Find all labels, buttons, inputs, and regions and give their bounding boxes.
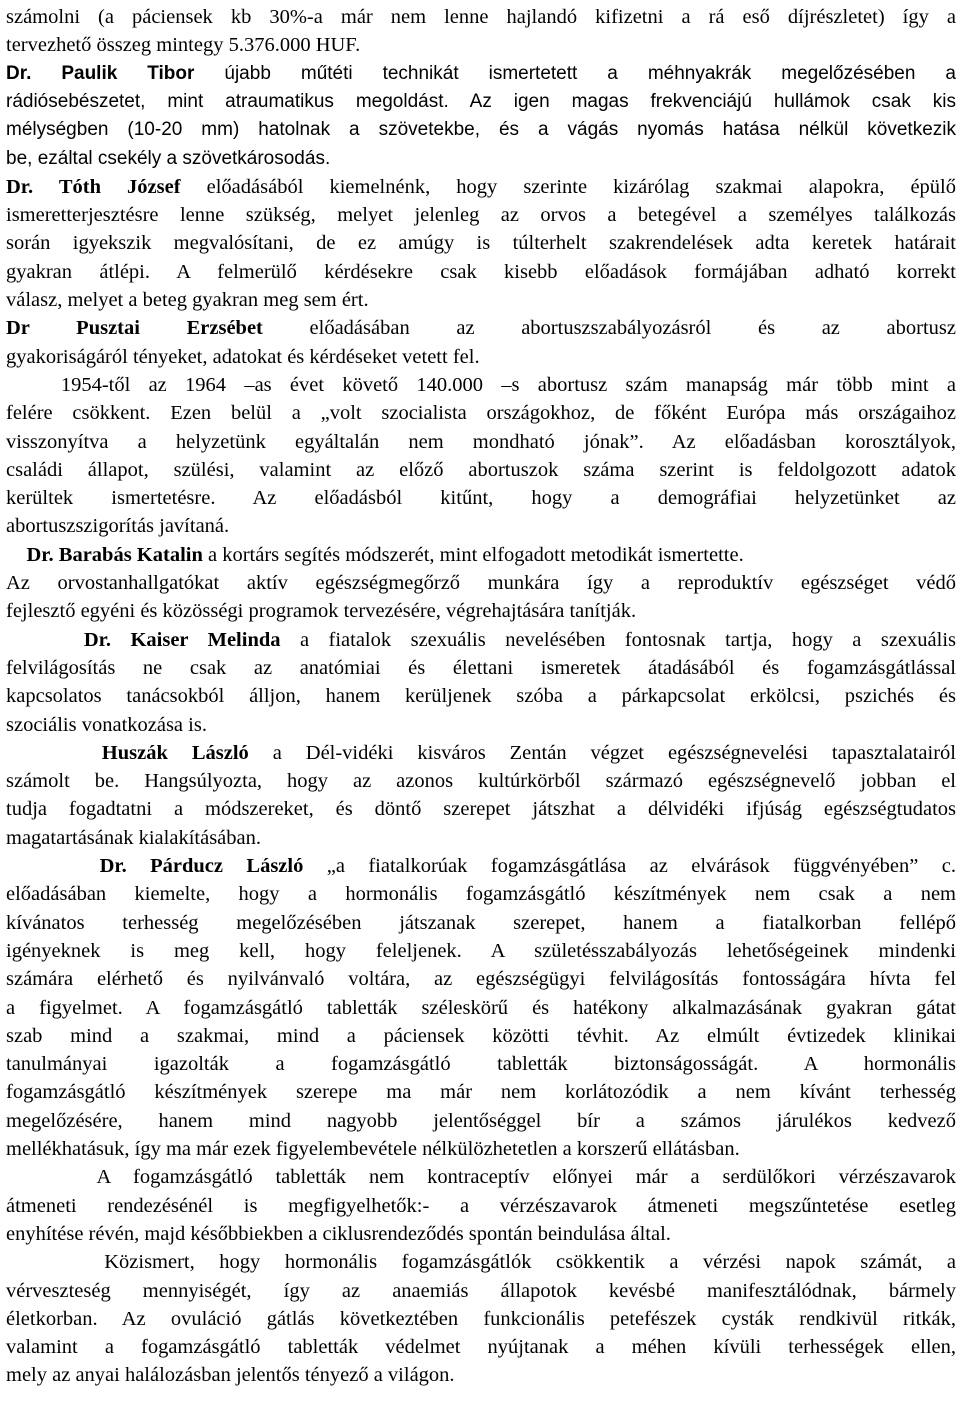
text-line <box>6 710 956 740</box>
text-segment: kívánatos terhesség megelőzésében játszanak szerepet, hanem a fiatalkorban fellépő <box>6 911 956 934</box>
text-segment: be, ezáltal csekély a szövetkárosodás. <box>6 147 331 169</box>
text-segment: fogamzásgátló készítmények szerepe ma már nem korlátozódik a nem kívánt terhesség <box>6 1081 956 1104</box>
text-line <box>6 1276 956 1306</box>
text-segment: Közismert, hogy hormonális fogamzásgátlók csökkentik a vérzési napok számát, a <box>6 1251 956 1274</box>
text-segment: tanulmányai igazolták a fogamzásgátló tabletták biztonságosságát. A hormonális <box>6 1053 956 1076</box>
text-segment: felvilágosítás ne csak az anatómiai és élettani ismeretek átadásából és fogamzásgátlással <box>6 656 956 679</box>
text-segment: valamint a fogamzásgátló tabletták védelmet nyújtanak a méhen kívüli terhességek ellen, <box>6 1336 956 1359</box>
text-segment: fejlesztő egyéni és közösségi programok tervezésére, végrehajtására tanítják. <box>6 600 637 623</box>
text-segment: tervezhető összeg mintegy 5.376.000 HUF. <box>6 34 361 57</box>
text-line <box>6 993 956 1023</box>
text-line <box>6 1247 956 1277</box>
text-line <box>6 1021 956 1051</box>
text-line <box>6 257 956 287</box>
text-line <box>6 342 956 372</box>
text-segment: 1954-től az 1964 –as évet követő 140.000 –s abortusz szám manapság már több mint a <box>6 373 956 396</box>
text-line <box>6 2 956 32</box>
text-segment: mellékhatásuk, így ma már ezek figyelembevétele nélkülözhetetlen a korszerű ellátásban. <box>6 1138 740 1160</box>
text-line <box>6 455 956 485</box>
text-segment: „a fiatalkorúak fogamzásgátlása az elvárások függvényében” c. <box>303 855 956 877</box>
text-line <box>6 285 956 315</box>
text-segment: számára elérhető és nyilvánvaló voltára, az egészségügyi felvilágosítás fontosságára hívta fel <box>6 968 956 991</box>
text-line <box>6 59 956 89</box>
text-segment: szab mind a szakmai, mind a páciensek közötti tévhit. Az elmúlt évtizedek klinikai <box>6 1024 956 1047</box>
text-line <box>6 511 956 541</box>
text-line <box>6 908 956 938</box>
text-line <box>6 228 956 258</box>
text-segment: szociális vonatkozása is. <box>6 713 207 736</box>
text-segment: magatartásának kialakításában. <box>6 826 261 849</box>
speaker-name: Dr. Kaiser Melinda <box>6 628 281 651</box>
text-line <box>6 625 956 655</box>
text-segment: kapcsolatos tanácsokból álljon, hanem kerüljenek szóba a párkapcsolat erkölcsi, pszichés és <box>6 685 956 708</box>
text-segment: válasz, melyet a beteg gyakran meg sem ért. <box>6 289 369 311</box>
text-line <box>6 398 956 428</box>
text-segment: átmeneti rendezésénél is megfigyelhetők:- a vérzészavarok átmeneti megszűntetése esetleg <box>6 1194 956 1217</box>
text-line <box>6 936 956 966</box>
text-line <box>6 794 956 824</box>
text-segment: számolni (a páciensek kb 30%-a már nem lenne hajlandó kifizetni a rá eső díjrészletet) így a <box>6 6 956 28</box>
text-line <box>6 87 956 117</box>
text-line <box>6 1332 956 1362</box>
text-segment: ismeretterjesztésre lenne szükség, melyet jelenleg az orvos a betegével a személyes találkozás <box>6 204 956 227</box>
text-segment: előadásából kiemelnénk, hogy szerinte kizárólag szakmai alapokra, épülő <box>180 175 956 198</box>
text-line <box>6 851 956 881</box>
text-segment: rádiósebészetet, mint atraumatikus megoldást. Az igen magas frekvenciájú hullámok csak kis <box>6 90 956 112</box>
text-line <box>6 964 956 994</box>
text-segment: előadásában kiemelte, hogy a hormonális fogamzásgátló készítmények nem csak a nem <box>6 883 956 906</box>
text-line <box>6 200 956 230</box>
text-segment: a kortárs segítés módszerét, mint elfogadott metodikát ismertette. <box>202 543 744 566</box>
speaker-name: Dr. Párducz László <box>6 855 304 877</box>
text-line <box>6 540 956 570</box>
text-line <box>6 568 956 598</box>
text-segment: életkorban. Az ovuláció gátlás következtében funkcionális petefészek cysták rendkivül ritkák, <box>6 1307 956 1330</box>
text-line <box>6 30 956 60</box>
text-line <box>6 370 956 400</box>
text-line <box>6 1106 956 1136</box>
text-segment: újabb műtéti technikát ismertetett a méhnyakrák megelőzésében a <box>194 62 956 84</box>
text-line <box>6 1304 956 1334</box>
text-line <box>6 1360 956 1390</box>
speaker-name: Dr. Tóth József <box>6 175 181 198</box>
speaker-name: Dr Pusztai Erzsébet <box>6 317 263 340</box>
text-segment: mélységben (10-20 mm) hatolnak a szövetekbe, és a vágás nyomás hatása nélkül következik <box>6 119 956 141</box>
text-segment: mely az anyai halálozásban jelentős tényező a világon. <box>6 1364 455 1387</box>
text-segment: Az orvostanhallgatókat aktív egészségmegőrző munkára így a reproduktív egészséget védő <box>6 572 956 594</box>
text-segment: előadásában az abortuszszabályozásról és az abortusz <box>262 317 956 340</box>
text-segment: A fogamzásgátló tabletták nem kontraceptív előnyei már a serdülőkori vérzészavarok <box>6 1166 956 1189</box>
text-segment: abortuszszigorítás javítaná. <box>6 515 230 538</box>
text-segment: a fiatalok szexuális nevelésében fontosnak tartja, hogy a szexuális <box>280 628 956 651</box>
text-segment: családi állapot, szülési, valamint az előző abortuszok száma szerint is feldolgozott adatok <box>6 458 956 481</box>
text-line <box>6 653 956 683</box>
text-line <box>6 313 956 343</box>
text-segment: visszonyítva a helyzetünk egyáltalán nem mondható jónak”. Az előadásban korosztályok, <box>6 430 956 453</box>
text-line <box>6 1219 956 1249</box>
text-segment: kerültek ismertetésre. Az előadásból kitűnt, hogy a demográfiai helyzetünket az <box>6 487 956 510</box>
text-segment: igényeknek is meg kell, hogy feleljenek. A születésszabályozás lehetőségeinek mindenki <box>6 939 956 962</box>
text-segment: során igyekszik megvalósítani, de ez amúgy is túlterhelt szakrendelések adta keretek határait <box>6 232 956 255</box>
text-line <box>6 427 956 457</box>
speaker-name: Huszák László <box>6 741 249 764</box>
text-segment: gyakoriságáról tényeket, adatokat és kérdéseket vetett fel. <box>6 345 480 368</box>
text-segment: megelőzésére, hanem mind nagyobb jelentőséggel bír a számos járulékos kedvező <box>6 1109 956 1132</box>
speaker-name: Dr. Barabás Katalin <box>6 543 203 566</box>
text-line <box>6 172 956 202</box>
text-line <box>6 115 956 145</box>
text-segment: felére csökkent. Ezen belül a „volt szocialista országokhoz, de főként Európa más országaihoz <box>6 402 956 425</box>
text-line <box>6 483 956 513</box>
text-segment: a figyelmet. A fogamzásgátló tabletták széleskörű és hatékony alkalmazásának gyakran gátat <box>6 996 956 1019</box>
text-segment: vérveszteség mennyiségét, így az anaemiás állapotok kevésbé manifesztálódnak, bármely <box>6 1279 956 1302</box>
text-segment: tudja fogadtatni a módszereket, és döntő szerepet játszhat a délvidéki ifjúság egészségtudatos <box>6 798 956 821</box>
text-line <box>6 1077 956 1107</box>
text-line <box>6 1049 956 1079</box>
text-segment: gyakran átlépi. A felmerülő kérdésekre csak kisebb előadások formájában adható korrekt <box>6 260 956 283</box>
text-segment: enyhítése révén, majd későbbiekben a ciklusrendeződés spontán beindulása által. <box>6 1222 671 1245</box>
text-line <box>6 879 956 909</box>
text-segment: számolt be. Hangsúlyozta, hogy az azonos kultúrkörből származó egészségnevelő jobban el <box>6 770 956 793</box>
text-line <box>6 596 956 626</box>
text-segment: a Dél-vidéki kisváros Zentán végzet egészségnevelési tapasztalatairól <box>248 741 956 764</box>
text-line <box>6 1191 956 1221</box>
speaker-name: Dr. Paulik Tibor <box>6 62 195 84</box>
text-line <box>6 1162 956 1192</box>
text-line <box>6 681 956 711</box>
text-line <box>6 1134 956 1164</box>
text-line <box>6 823 956 853</box>
text-line <box>6 738 956 768</box>
text-line <box>6 144 956 174</box>
text-line <box>6 766 956 796</box>
